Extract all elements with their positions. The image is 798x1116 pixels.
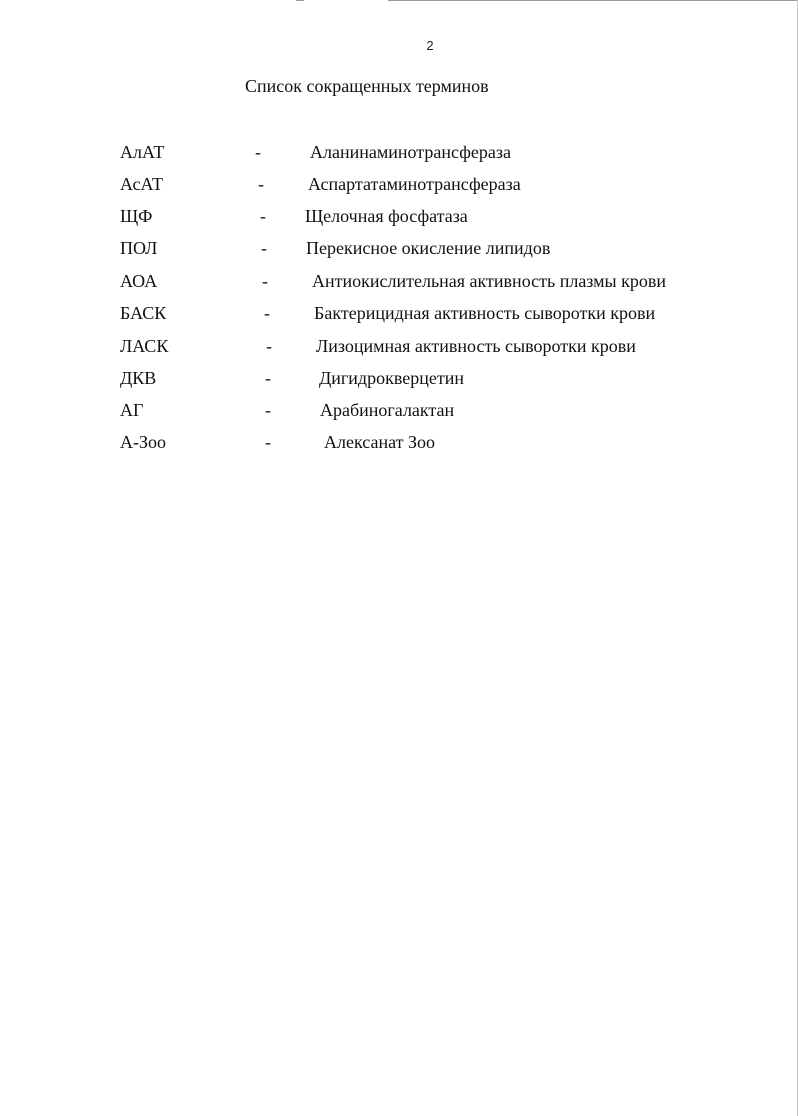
separator-dash: - (266, 336, 272, 356)
separator-dash: - (260, 206, 266, 226)
separator-dash: - (265, 400, 271, 420)
term-definition: Антиокислительная активность плазмы крови (312, 271, 667, 291)
list-item (0, 271, 798, 295)
abbreviation: А-Зоо (120, 432, 167, 452)
term-definition: Щелочная фосфатаза (305, 206, 468, 226)
separator-dash: - (265, 432, 271, 452)
term-definition: Аспартатаминотрансфераза (308, 174, 521, 194)
abbreviation: ЩФ (120, 206, 153, 226)
term-definition: Перекисное окисление липидов (306, 238, 551, 258)
term-definition: Арабиногалактан (320, 400, 455, 420)
list-item (0, 142, 798, 166)
separator-dash: - (255, 142, 261, 162)
list-item (0, 400, 798, 424)
separator-dash: - (262, 271, 268, 291)
term-definition: Алексанат Зоо (324, 432, 436, 452)
term-definition: Дигидрокверцетин (319, 368, 464, 388)
abbreviation: ПОЛ (120, 238, 158, 258)
abbreviation: ДКВ (120, 368, 157, 388)
abbreviation: БАСК (120, 303, 167, 323)
list-item (0, 336, 798, 360)
term-definition: Лизоцимная активность сыворотки крови (316, 336, 636, 356)
abbreviation: ЛАСК (120, 336, 169, 356)
list-item (0, 206, 798, 230)
separator-dash: - (258, 174, 264, 194)
page-title: Список сокращенных терминов (245, 76, 489, 96)
term-definition: Бактерицидная активность сыворотки крови (314, 303, 656, 323)
scan-artifact-line (388, 0, 798, 1)
list-item (0, 174, 798, 198)
abbreviation: АГ (120, 400, 144, 420)
separator-dash: - (265, 368, 271, 388)
abbreviation: АОА (120, 271, 158, 291)
abbreviation: АсАТ (120, 174, 163, 194)
scan-artifact-mark (296, 0, 304, 1)
list-item (0, 238, 798, 262)
term-definition: Аланинаминотрансфераза (310, 142, 511, 162)
list-item (0, 432, 798, 456)
separator-dash: - (264, 303, 270, 323)
list-item (0, 303, 798, 327)
page-number: 2 (426, 38, 434, 53)
list-item (0, 368, 798, 392)
abbreviation: АлАТ (120, 142, 165, 162)
separator-dash: - (261, 238, 267, 258)
